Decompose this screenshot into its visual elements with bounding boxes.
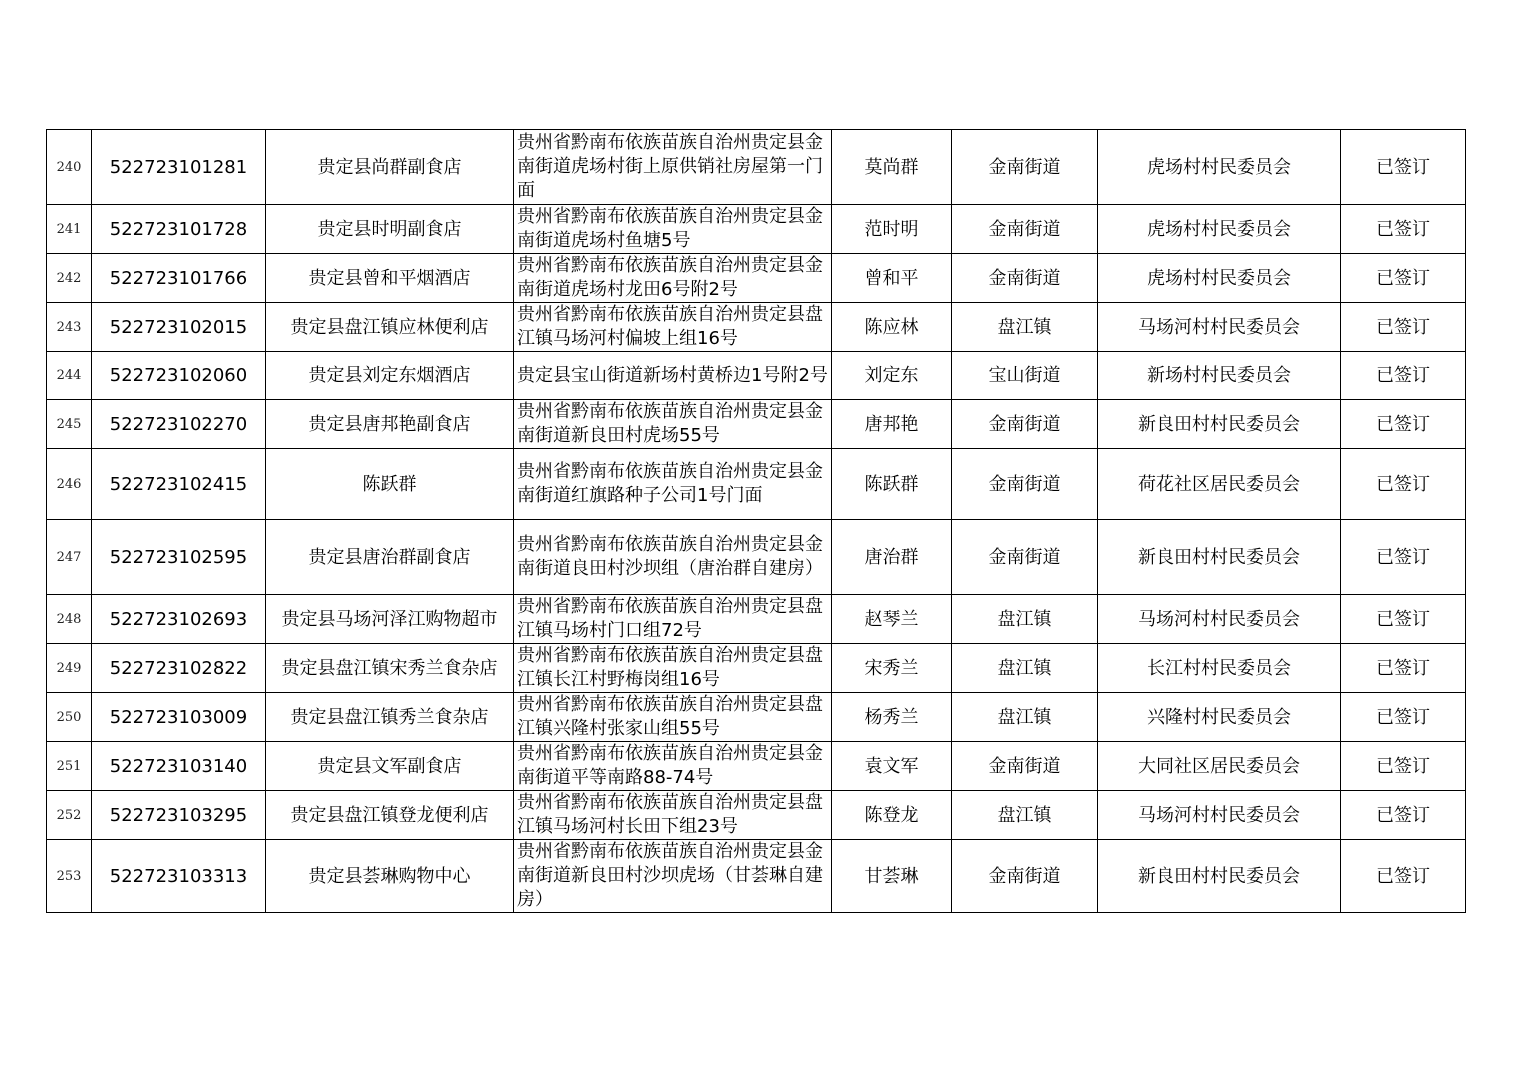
town-name: 金南街道 [952, 400, 1098, 449]
town-name: 宝山街道 [952, 352, 1098, 400]
store-address: 贵州省黔南布依族苗族自治州贵定县盘江镇马场河村长田下组23号 [514, 791, 832, 840]
store-name: 贵定县荟琳购物中心 [266, 840, 514, 913]
town-name: 金南街道 [952, 449, 1098, 520]
license-code: 522723102822 [92, 644, 266, 693]
table-row [47, 644, 1466, 693]
sign-status: 已签订 [1341, 742, 1466, 791]
store-address: 贵州省黔南布依族苗族自治州贵定县盘江镇兴隆村张家山组55号 [514, 693, 832, 742]
committee-name: 新场村村民委员会 [1098, 352, 1341, 400]
sign-status: 已签订 [1341, 400, 1466, 449]
store-name: 贵定县盘江镇应林便利店 [266, 303, 514, 352]
committee-name: 马场河村村民委员会 [1098, 791, 1341, 840]
sign-status: 已签订 [1341, 840, 1466, 913]
table-row [47, 205, 1466, 254]
license-code: 522723102693 [92, 595, 266, 644]
license-code: 522723101281 [92, 130, 266, 205]
store-name: 贵定县文军副食店 [266, 742, 514, 791]
sign-status: 已签订 [1341, 693, 1466, 742]
table-row [47, 352, 1466, 400]
store-name: 贵定县唐治群副食店 [266, 520, 514, 595]
sign-status: 已签订 [1341, 595, 1466, 644]
row-number: 243 [47, 303, 92, 352]
town-name: 金南街道 [952, 840, 1098, 913]
row-number: 251 [47, 742, 92, 791]
table-row [47, 791, 1466, 840]
table-row [47, 130, 1466, 205]
store-name: 陈跃群 [266, 449, 514, 520]
row-number: 252 [47, 791, 92, 840]
town-name: 盘江镇 [952, 644, 1098, 693]
store-name: 贵定县时明副食店 [266, 205, 514, 254]
town-name: 盘江镇 [952, 303, 1098, 352]
license-code: 522723101728 [92, 205, 266, 254]
store-address: 贵州省黔南布依族苗族自治州贵定县金南街道虎场村街上原供销社房屋第一门面 [514, 130, 832, 205]
sign-status: 已签订 [1341, 791, 1466, 840]
town-name: 金南街道 [952, 520, 1098, 595]
owner-name: 唐邦艳 [832, 400, 952, 449]
table-row [47, 520, 1466, 595]
row-number: 246 [47, 449, 92, 520]
store-name: 贵定县盘江镇秀兰食杂店 [266, 693, 514, 742]
committee-name: 虎场村村民委员会 [1098, 130, 1341, 205]
owner-name: 陈应林 [832, 303, 952, 352]
store-name: 贵定县盘江镇登龙便利店 [266, 791, 514, 840]
sign-status: 已签订 [1341, 303, 1466, 352]
row-number: 253 [47, 840, 92, 913]
license-code: 522723102595 [92, 520, 266, 595]
committee-name: 马场河村村民委员会 [1098, 303, 1341, 352]
row-number: 244 [47, 352, 92, 400]
owner-name: 袁文军 [832, 742, 952, 791]
store-address: 贵州省黔南布依族苗族自治州贵定县盘江镇长江村野梅岗组16号 [514, 644, 832, 693]
sign-status: 已签订 [1341, 520, 1466, 595]
store-address: 贵州省黔南布依族苗族自治州贵定县盘江镇马场村门口组72号 [514, 595, 832, 644]
town-name: 金南街道 [952, 254, 1098, 303]
sign-status: 已签订 [1341, 205, 1466, 254]
owner-name: 宋秀兰 [832, 644, 952, 693]
committee-name: 虎场村村民委员会 [1098, 254, 1341, 303]
row-number: 245 [47, 400, 92, 449]
store-name: 贵定县盘江镇宋秀兰食杂店 [266, 644, 514, 693]
license-code: 522723102060 [92, 352, 266, 400]
owner-name: 曾和平 [832, 254, 952, 303]
row-number: 247 [47, 520, 92, 595]
table-row [47, 400, 1466, 449]
row-number: 250 [47, 693, 92, 742]
committee-name: 虎场村村民委员会 [1098, 205, 1341, 254]
owner-name: 陈登龙 [832, 791, 952, 840]
table-row [47, 693, 1466, 742]
committee-name: 荷花社区居民委员会 [1098, 449, 1341, 520]
sign-status: 已签订 [1341, 352, 1466, 400]
owner-name: 唐治群 [832, 520, 952, 595]
owner-name: 莫尚群 [832, 130, 952, 205]
row-number: 240 [47, 130, 92, 205]
sign-status: 已签订 [1341, 449, 1466, 520]
store-address: 贵州省黔南布依族苗族自治州贵定县金南街道新良田村虎场55号 [514, 400, 832, 449]
sign-status: 已签订 [1341, 644, 1466, 693]
retailer-table [46, 129, 1466, 913]
license-code: 522723103140 [92, 742, 266, 791]
committee-name: 新良田村村民委员会 [1098, 520, 1341, 595]
town-name: 盘江镇 [952, 693, 1098, 742]
committee-name: 新良田村村民委员会 [1098, 400, 1341, 449]
license-code: 522723102015 [92, 303, 266, 352]
license-code: 522723102415 [92, 449, 266, 520]
row-number: 248 [47, 595, 92, 644]
store-address: 贵州省黔南布依族苗族自治州贵定县金南街道平等南路88-74号 [514, 742, 832, 791]
town-name: 金南街道 [952, 742, 1098, 791]
store-address: 贵州省黔南布依族苗族自治州贵定县金南街道良田村沙坝组（唐治群自建房） [514, 520, 832, 595]
store-name: 贵定县刘定东烟酒店 [266, 352, 514, 400]
committee-name: 长江村村民委员会 [1098, 644, 1341, 693]
store-address: 贵州省黔南布依族苗族自治州贵定县金南街道红旗路种子公司1号门面 [514, 449, 832, 520]
store-address: 贵州省黔南布依族苗族自治州贵定县盘江镇马场河村偏坡上组16号 [514, 303, 832, 352]
sign-status: 已签订 [1341, 130, 1466, 205]
table-row [47, 449, 1466, 520]
town-name: 金南街道 [952, 205, 1098, 254]
table-row [47, 303, 1466, 352]
store-name: 贵定县尚群副食店 [266, 130, 514, 205]
store-address: 贵定县宝山街道新场村黄桥边1号附2号 [514, 352, 832, 400]
committee-name: 新良田村村民委员会 [1098, 840, 1341, 913]
row-number: 241 [47, 205, 92, 254]
store-address: 贵州省黔南布依族苗族自治州贵定县金南街道虎场村龙田6号附2号 [514, 254, 832, 303]
committee-name: 马场河村村民委员会 [1098, 595, 1341, 644]
license-code: 522723101766 [92, 254, 266, 303]
owner-name: 陈跃群 [832, 449, 952, 520]
license-code: 522723103295 [92, 791, 266, 840]
owner-name: 甘荟琳 [832, 840, 952, 913]
committee-name: 兴隆村村民委员会 [1098, 693, 1341, 742]
table-row [47, 742, 1466, 791]
owner-name: 赵琴兰 [832, 595, 952, 644]
town-name: 盘江镇 [952, 595, 1098, 644]
store-address: 贵州省黔南布依族苗族自治州贵定县金南街道新良田村沙坝虎场（甘荟琳自建房） [514, 840, 832, 913]
row-number: 249 [47, 644, 92, 693]
sign-status: 已签订 [1341, 254, 1466, 303]
store-address: 贵州省黔南布依族苗族自治州贵定县金南街道虎场村鱼塘5号 [514, 205, 832, 254]
owner-name: 范时明 [832, 205, 952, 254]
owner-name: 杨秀兰 [832, 693, 952, 742]
license-code: 522723103009 [92, 693, 266, 742]
license-code: 522723102270 [92, 400, 266, 449]
town-name: 金南街道 [952, 130, 1098, 205]
table-row [47, 595, 1466, 644]
row-number: 242 [47, 254, 92, 303]
license-code: 522723103313 [92, 840, 266, 913]
town-name: 盘江镇 [952, 791, 1098, 840]
table-row [47, 254, 1466, 303]
committee-name: 大同社区居民委员会 [1098, 742, 1341, 791]
owner-name: 刘定东 [832, 352, 952, 400]
store-name: 贵定县马场河泽江购物超市 [266, 595, 514, 644]
store-name: 贵定县曾和平烟酒店 [266, 254, 514, 303]
table-row [47, 840, 1466, 913]
store-name: 贵定县唐邦艳副食店 [266, 400, 514, 449]
